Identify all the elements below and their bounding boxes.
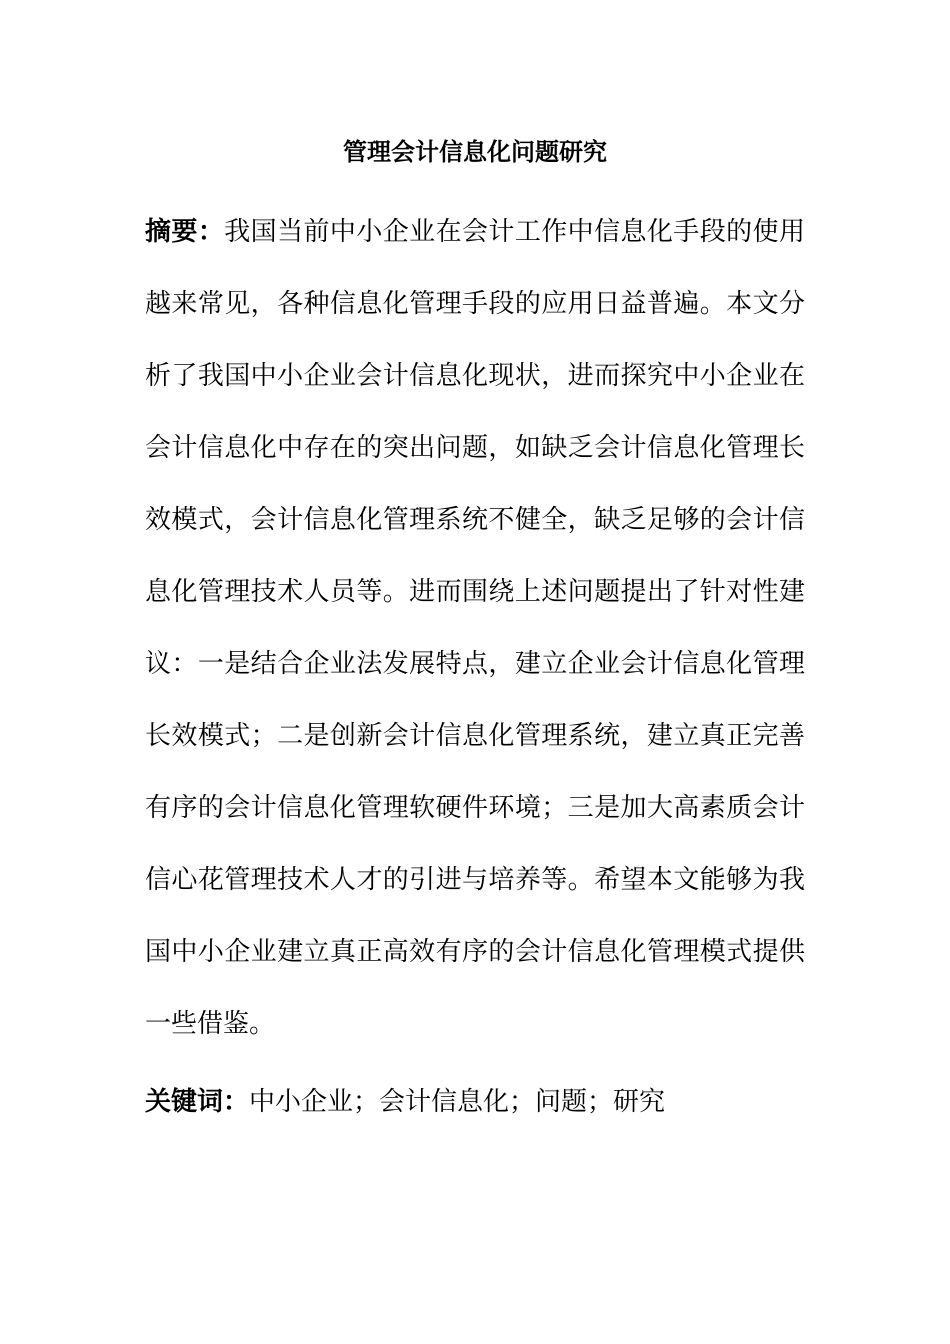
abstract-paragraph [145,196,805,1060]
abstract-text: 我国当前中小企业在会计工作中信息化手段的使用越来常见，各种信息化管理手段的应用日益普遍。本文分析了我国中小企业会计信息化现状，进而探究中小企业在会计信息化中存在的突出问题，如缺乏会计信息化管理长效模式，会计信息化管理系统不健全，缺乏足够的会计信息化管理技术人员等。进而围绕上述问题提出了针对性建议：一是结合企业法发展特点，建立企业会计信息化管理长效模式；二是创新会计信息化管理系统，建立真正完善有序的会计信息化管理软硬件环境；三是加大高素质会计信心花管理技术人才的引进与培养等。希望本文能够为我国中小企业建立真正高效有序的会计信息化管理模式提供一些借鉴。 [145,217,805,1039]
keywords-label: 关键词： [145,1087,250,1117]
keywords-paragraph [145,1084,805,1120]
abstract-label: 摘要： [145,217,225,247]
keywords-text: 中小企业；会计信息化；问题；研究 [249,1087,666,1117]
document-title: 管理会计信息化问题研究 [343,137,607,166]
